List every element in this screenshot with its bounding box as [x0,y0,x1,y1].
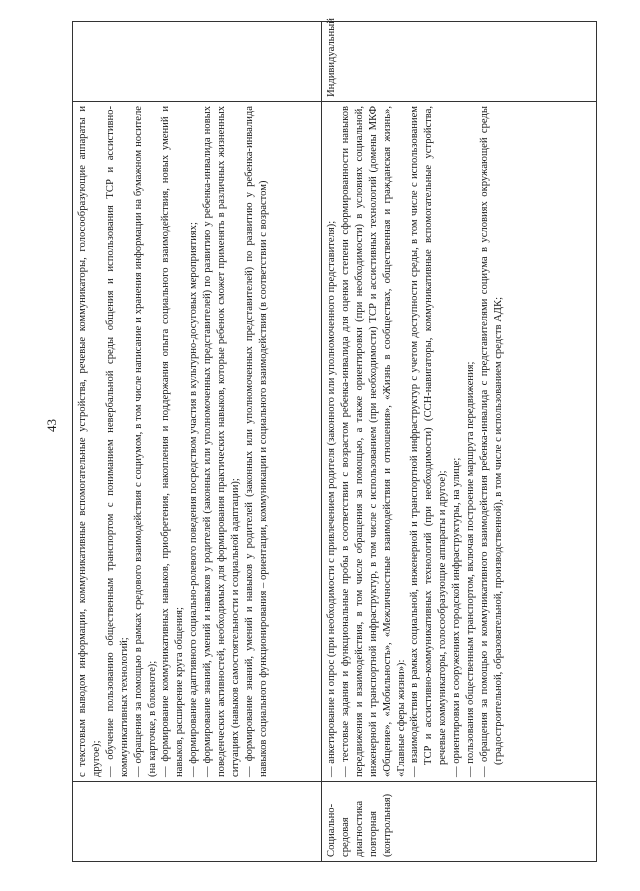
type-cell [73,22,322,102]
content-item: — формирование знаний, умений и навыков у родителей (законных или уполномоченных представителей) по развитию у ребенка-инвалида новых поведенческих активностей, необходимых для формирования практических навыков, которые ребенок сможет применять в различных жизненных ситуациях (навыков самостоятельности и социальной адаптации); [202,106,241,777]
content-item: — формирование знаний, умений и навыков у родителей (законных или уполномоченных представителей) по развитию у ребенка-инвалида навыков социального функционирования – ориентации, коммуникации и социального взаимодействия (в соответствии с возрастом) [243,106,269,777]
content-item: — обращения за помощью и коммуникативного взаимодействия ребенка-инвалида с представителями социума в условиях окружающей среды (градостроительной, образовательной, производственной), в том числе с использованием средств АДК; [478,106,504,777]
type-cell [322,18,597,102]
content-cell [73,102,322,782]
content-item: — взаимодействия в рамках социальной, инженерной и транспортной инфраструктур с учетом доступности среды, в том числе с использованием ТСР и ассистивно-коммуникативных технологий (при необходимости) (ССН-навигаторы, коммуникативные вспомогательные устройства, речевые коммуникаторы, голосообразующие аппараты и другое); [409,106,449,777]
content-item: — обращения за помощью в рамках средового взаимодействия с социумом, в том числе написание и хранения информации на бумажном носителе (на карточке, в блокноте); [132,106,158,777]
content-item: — пользования общественным транспортом, включая построение маршрута передвижения; [465,361,477,777]
rotated-page-content [72,18,596,862]
content-item: — формирование коммуникативных навыков, приобретения, накопления и поддержания опыта социального взаимодействия, новых умений и навыков, расширение круга общения; [160,106,186,777]
content-cell [322,102,597,782]
stage-cell [322,782,597,862]
program-table [72,18,597,862]
content-item: — формирование адаптивного социально-ролевого поведения посредством участия в культурно-досуговых мероприятиях; [188,222,200,777]
page-number: 43 [44,419,59,432]
content-item: — тестовые задания и функциональные пробы в соответствии с возрастом ребенка-инвалида для оценки степени сформированности навыков передвижения и взаимодействия, в том числе обращения за помощью, а также ориентировки (при необходимости) в условиях социальной, инженерной и транспортной инфраструктур, в том числе с использованием (при необходимости) ТСР и ассистивных технологий (домены МКФ «Общение», «Мобильность», «Межличностные взаимодействия и отношения», «Жизнь в сообществах, общественная и гражданская жизнь», «Главные сферы жизни»): [339,106,407,777]
type-label: Индивидуальный [326,18,337,97]
content-item: — обучение пользованию общественным транспортом с пониманием невербальной среды общения и использования ТСР и ассистивно-коммуникативных технологий; [104,106,130,777]
table-row [322,22,597,862]
table-row [73,22,322,862]
content-item: — ориентировки в сооружениях городской инфраструктуры, на улице; [451,457,463,777]
stage-cell [73,782,322,862]
stage-label: Социально-средовая диагностика повторная (контрольная) [326,793,393,857]
content-item: с текстовым выводом информации, коммуникативные вспомогательные устройства, речевые коммуникаторы, голосообразующие аппараты и другое); [77,106,102,777]
content-item: — анкетирование и опрос (при необходимости с привлечением родителя (законного или уполномоченного представителя); [326,220,337,777]
